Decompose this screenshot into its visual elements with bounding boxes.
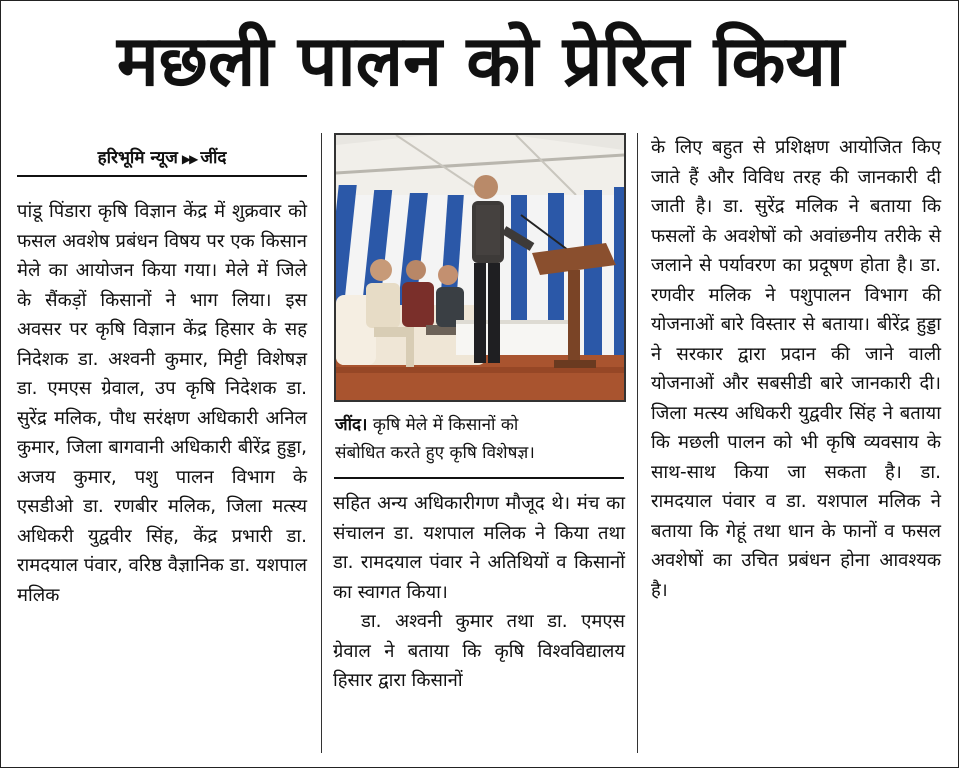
caption-place: जींद।: [335, 415, 368, 435]
article-paragraph: पांडू पिंडारा कृषि विज्ञान केंद्र में शुक्रवार को फसल अवशेष प्रबंधन विषय पर एक किसान मेले का आयोजन किया गया। मेले में जिले के सैंकड़ों किसानों ने भाग लिया। इस अवसर पर कृषि विज्ञान केंद्र हिसार के सह निदेशक डा. अश्वनी कुमार, मिट्टी विशेषज्ञ डा. एमएस ग्रेवाल, उप कृषि निदेशक डा. सुरेंद्र मलिक, पौध सरंक्षण अधिकारी अनिल कुमार, जिला बागवानी अधिकारी बीरेंद्र हुड्डा, अजय कुमार, पशु पालन विभाग के एसडीओ डा. रणबीर मलिक, जिला मत्स्य अधिकरी युद्ववीर सिंह, केंद्र प्रभारी डा. रामदयाल पंवार, वरिष्ठ वैज्ञानिक डा. यशपाल मलिक: [17, 201, 307, 606]
event-photo-illustration: [336, 135, 624, 400]
news-photo: [334, 133, 626, 402]
caption-rule: [334, 477, 624, 479]
article-paragraph: के लिए बहुत से प्रशिक्षण आयोजित किए जाते हैं और विविध तरह की जानकारी दी जाती है। डा. सुरेंद्र मलिक ने बताया कि फसलों के अवशेषों को अवांछनीय तरीके से जलाने से पर्यावरण का प्रदूषण होता है। डा. रणवीर मलिक ने पशुपालन विभाग की योजनाओं बारे विस्तार से बताया। बीरेंद्र हुड्डा ने सरकार द्वारा प्रदान की जाने वाली योजनाओं और सबसीडी बारे जानकारी दी। जिला मत्स्य अधिकरी युद्ववीर सिंह ने बताया कि मछली पालन को भी कृषि व्यवसाय के साथ-साथ किया जा सकता है। डा. रामदयाल पंवार व डा. यशपाल मलिक ने बताया कि गेहूं तथा धान के फानों व फसल अवशेषों का उचित प्रबंधन होना आवश्यक है।: [651, 137, 941, 601]
dateline: [17, 141, 307, 177]
article-paragraph: डा. अश्वनी कुमार तथा डा. एमएस ग्रेवाल ने बताया कि कृषि विश्वविद्यालय हिसार द्वारा किसानों: [333, 611, 625, 691]
caption-text: कृषि मेले में किसानों को: [372, 415, 519, 435]
dateline-source: हरिभूमि न्यूज: [97, 148, 178, 168]
article-column-2: [333, 489, 625, 696]
article-paragraph: सहित अन्य अधिकारीगण मौजूद थे। मंच का संचालन डा. यशपाल मलिक ने किया तथा डा. रामदयाल पंवार ने अतिथियों व किसानों का स्वागत किया।: [333, 493, 625, 603]
double-arrow-icon: ▶▶: [181, 152, 197, 166]
headline: मछली पालन को प्रेरित किया: [116, 20, 845, 102]
article-column-1: [17, 197, 307, 610]
column-divider: [321, 133, 322, 753]
photo-caption: [335, 411, 623, 467]
column-divider: [637, 133, 638, 753]
dateline-city: जींद: [200, 148, 227, 168]
article-column-3: [651, 133, 941, 605]
caption-text-line2: संबोधित करते हुए कृषि विशेषज्ञ।: [335, 443, 535, 463]
